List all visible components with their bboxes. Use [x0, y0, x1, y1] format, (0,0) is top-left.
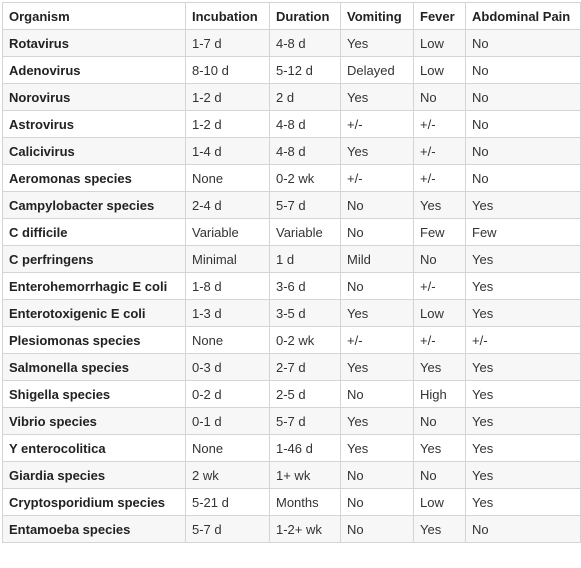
cell-incubation: 1-3 d — [186, 300, 270, 327]
cell-duration: 4-8 d — [270, 111, 341, 138]
cell-incubation: 8-10 d — [186, 57, 270, 84]
cell-fever: +/- — [414, 165, 466, 192]
cell-incubation: None — [186, 165, 270, 192]
cell-abdominal-pain: No — [466, 84, 581, 111]
cell-abdominal-pain: Yes — [466, 192, 581, 219]
cell-vomiting: +/- — [341, 165, 414, 192]
cell-abdominal-pain: Yes — [466, 489, 581, 516]
cell-incubation: 5-7 d — [186, 516, 270, 543]
cell-incubation: 1-7 d — [186, 30, 270, 57]
cell-incubation: 5-21 d — [186, 489, 270, 516]
table-row — [3, 462, 581, 489]
table-row — [3, 435, 581, 462]
cell-organism: C perfringens — [3, 246, 186, 273]
cell-vomiting: Yes — [341, 300, 414, 327]
cell-abdominal-pain: No — [466, 138, 581, 165]
cell-fever: No — [414, 408, 466, 435]
cell-vomiting: Delayed — [341, 57, 414, 84]
table-row — [3, 327, 581, 354]
cell-abdominal-pain: No — [466, 165, 581, 192]
cell-duration: 5-7 d — [270, 408, 341, 435]
cell-vomiting: Yes — [341, 435, 414, 462]
cell-duration: 3-5 d — [270, 300, 341, 327]
cell-fever: Low — [414, 300, 466, 327]
table-row — [3, 489, 581, 516]
cell-fever: +/- — [414, 111, 466, 138]
cell-incubation: None — [186, 435, 270, 462]
cell-organism: Enterohemorrhagic E coli — [3, 273, 186, 300]
cell-incubation: None — [186, 327, 270, 354]
table-row — [3, 246, 581, 273]
cell-duration: 1-2+ wk — [270, 516, 341, 543]
cell-duration: 4-8 d — [270, 138, 341, 165]
table-row — [3, 165, 581, 192]
cell-vomiting: No — [341, 219, 414, 246]
cell-vomiting: No — [341, 273, 414, 300]
table-header — [3, 3, 581, 30]
cell-incubation: 0-2 d — [186, 381, 270, 408]
header-organism: Organism — [3, 3, 186, 30]
cell-duration: 0-2 wk — [270, 165, 341, 192]
cell-organism: Adenovirus — [3, 57, 186, 84]
cell-fever: No — [414, 246, 466, 273]
cell-fever: +/- — [414, 273, 466, 300]
cell-duration: 3-6 d — [270, 273, 341, 300]
cell-incubation: 0-1 d — [186, 408, 270, 435]
cell-abdominal-pain: No — [466, 516, 581, 543]
cell-duration: 2-7 d — [270, 354, 341, 381]
cell-abdominal-pain: No — [466, 30, 581, 57]
header-abdominal-pain: Abdominal Pain — [466, 3, 581, 30]
cell-abdominal-pain: Yes — [466, 462, 581, 489]
header-duration: Duration — [270, 3, 341, 30]
cell-organism: Plesiomonas species — [3, 327, 186, 354]
cell-incubation: Minimal — [186, 246, 270, 273]
cell-abdominal-pain: Few — [466, 219, 581, 246]
table-row — [3, 30, 581, 57]
cell-duration: 1 d — [270, 246, 341, 273]
cell-incubation: 2 wk — [186, 462, 270, 489]
cell-incubation: 1-8 d — [186, 273, 270, 300]
cell-vomiting: No — [341, 489, 414, 516]
cell-incubation: 0-3 d — [186, 354, 270, 381]
cell-duration: Months — [270, 489, 341, 516]
cell-abdominal-pain: Yes — [466, 246, 581, 273]
header-row — [3, 3, 581, 30]
table-row — [3, 516, 581, 543]
cell-duration: 2 d — [270, 84, 341, 111]
cell-incubation: 1-4 d — [186, 138, 270, 165]
table-body — [3, 30, 581, 543]
cell-duration: 1+ wk — [270, 462, 341, 489]
cell-fever: Yes — [414, 435, 466, 462]
cell-vomiting: Yes — [341, 354, 414, 381]
cell-vomiting: Yes — [341, 84, 414, 111]
cell-incubation: Variable — [186, 219, 270, 246]
cell-incubation: 2-4 d — [186, 192, 270, 219]
cell-organism: Shigella species — [3, 381, 186, 408]
table-row — [3, 57, 581, 84]
cell-abdominal-pain: No — [466, 111, 581, 138]
gastroenteritis-table — [2, 2, 581, 543]
cell-organism: Giardia species — [3, 462, 186, 489]
cell-duration: 0-2 wk — [270, 327, 341, 354]
cell-incubation: 1-2 d — [186, 111, 270, 138]
cell-abdominal-pain: +/- — [466, 327, 581, 354]
cell-abdominal-pain: Yes — [466, 354, 581, 381]
cell-abdominal-pain: Yes — [466, 408, 581, 435]
header-fever: Fever — [414, 3, 466, 30]
cell-organism: Salmonella species — [3, 354, 186, 381]
table-row — [3, 84, 581, 111]
cell-fever: Few — [414, 219, 466, 246]
table-row — [3, 111, 581, 138]
cell-organism: Campylobacter species — [3, 192, 186, 219]
cell-abdominal-pain: Yes — [466, 435, 581, 462]
cell-duration: 5-7 d — [270, 192, 341, 219]
table-row — [3, 219, 581, 246]
cell-fever: No — [414, 462, 466, 489]
cell-vomiting: No — [341, 516, 414, 543]
cell-organism: Entamoeba species — [3, 516, 186, 543]
cell-organism: Rotavirus — [3, 30, 186, 57]
table-row — [3, 138, 581, 165]
cell-fever: Yes — [414, 516, 466, 543]
cell-vomiting: +/- — [341, 111, 414, 138]
cell-vomiting: No — [341, 462, 414, 489]
cell-fever: Yes — [414, 192, 466, 219]
cell-organism: C difficile — [3, 219, 186, 246]
table-row — [3, 273, 581, 300]
cell-duration: 4-8 d — [270, 30, 341, 57]
cell-organism: Enterotoxigenic E coli — [3, 300, 186, 327]
cell-abdominal-pain: No — [466, 57, 581, 84]
cell-fever: No — [414, 84, 466, 111]
cell-organism: Vibrio species — [3, 408, 186, 435]
cell-organism: Astrovirus — [3, 111, 186, 138]
header-vomiting: Vomiting — [341, 3, 414, 30]
cell-incubation: 1-2 d — [186, 84, 270, 111]
cell-fever: Low — [414, 489, 466, 516]
cell-fever: Low — [414, 57, 466, 84]
cell-vomiting: Yes — [341, 408, 414, 435]
cell-vomiting: +/- — [341, 327, 414, 354]
cell-duration: 5-12 d — [270, 57, 341, 84]
cell-organism: Cryptosporidium species — [3, 489, 186, 516]
cell-vomiting: Yes — [341, 30, 414, 57]
cell-vomiting: Mild — [341, 246, 414, 273]
cell-organism: Y enterocolitica — [3, 435, 186, 462]
cell-fever: Low — [414, 30, 466, 57]
cell-abdominal-pain: Yes — [466, 381, 581, 408]
cell-organism: Calicivirus — [3, 138, 186, 165]
cell-vomiting: Yes — [341, 138, 414, 165]
cell-fever: Yes — [414, 354, 466, 381]
cell-fever: +/- — [414, 327, 466, 354]
cell-duration: Variable — [270, 219, 341, 246]
cell-abdominal-pain: Yes — [466, 273, 581, 300]
cell-fever: High — [414, 381, 466, 408]
cell-organism: Aeromonas species — [3, 165, 186, 192]
table-row — [3, 381, 581, 408]
cell-organism: Norovirus — [3, 84, 186, 111]
table-row — [3, 300, 581, 327]
cell-abdominal-pain: Yes — [466, 300, 581, 327]
cell-duration: 1-46 d — [270, 435, 341, 462]
table-row — [3, 192, 581, 219]
cell-fever: +/- — [414, 138, 466, 165]
cell-vomiting: No — [341, 192, 414, 219]
table-row — [3, 408, 581, 435]
table-row — [3, 354, 581, 381]
cell-duration: 2-5 d — [270, 381, 341, 408]
cell-vomiting: No — [341, 381, 414, 408]
header-incubation: Incubation — [186, 3, 270, 30]
